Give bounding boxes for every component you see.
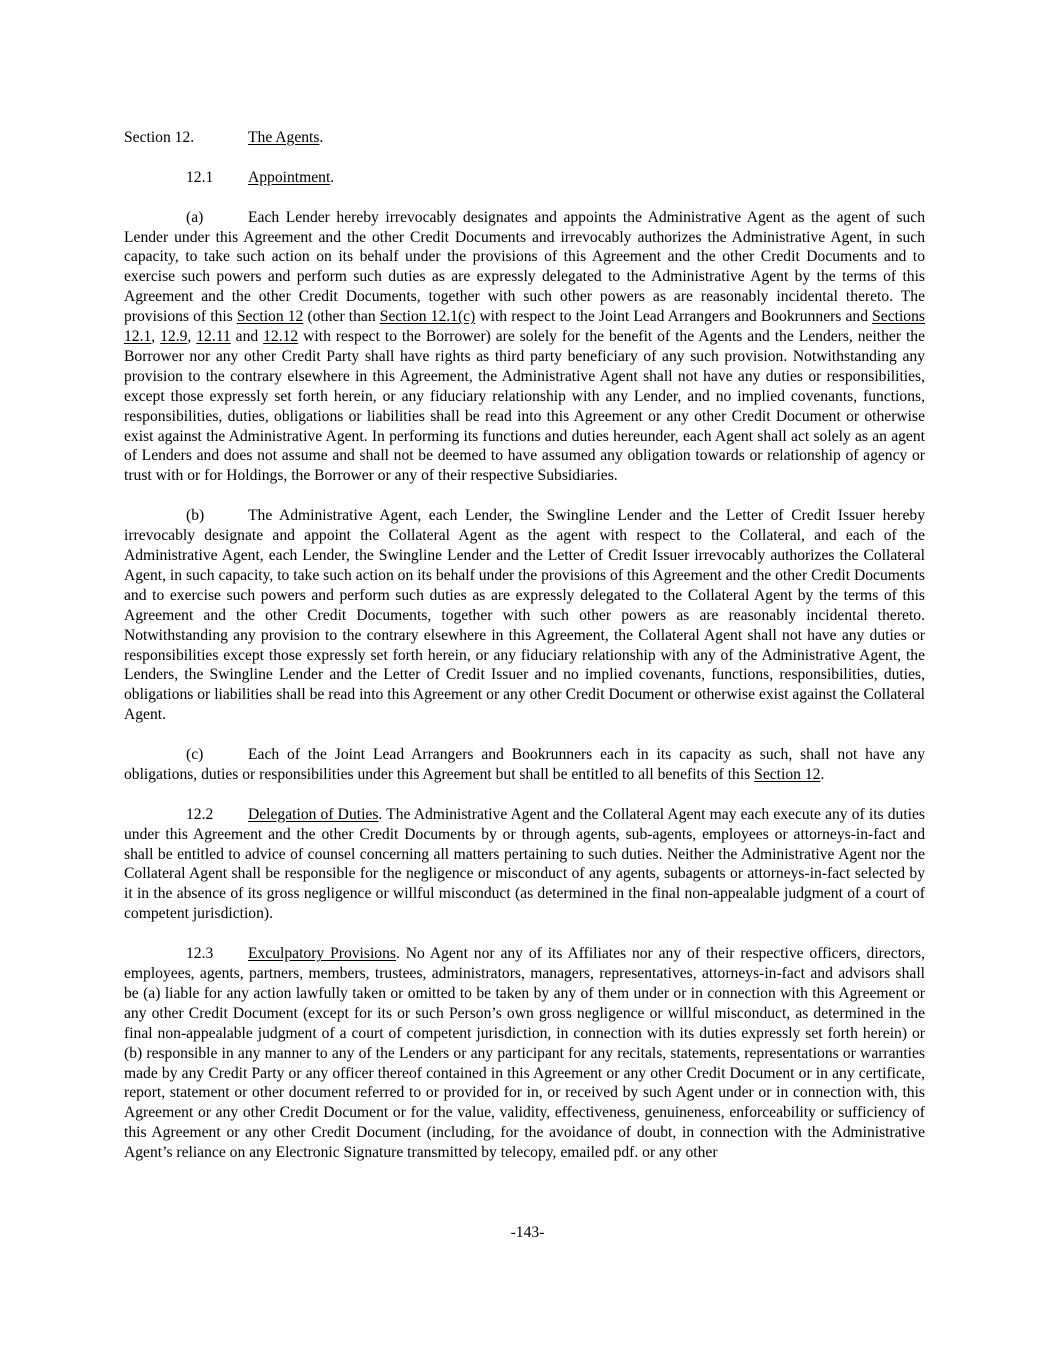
clause-label: (b) [186,507,205,525]
paragraph-12-1-a: (a) Each Lender hereby irrevocably designates and appoints the Administrative Agent as the agent of such Lender under this Agreement and the other Credit Documents and irrevocably authorizes the Administrative Agent, in such capacity, to take such action on its behalf under the provisions of this Agreement and the other Credit Documents and to exercise such powers and perform such duties as are expressly delegated to the Administrative Agent by the terms of this Agreement and the other Credit Documents, together with such other powers as are reasonably incidental thereto. The provisions of this Section 12 (other than Section 12.1(c) with respect to the Joint Lead Arrangers and Bookrunners and Sections 12.1, 12.9, 12.11 and 12.12 with respect to the Borrower) are solely for the benefit of the Agents and the Lenders, neither the Borrower nor any other Credit Party shall have rights as third party beneficiary of any such provision. Notwithstanding any provision to the contrary elsewhere in this Agreement, the Administrative Agent shall not have any duties or responsibilities, except those expressly set forth herein, or any fiduciary relationship with any Lender, and no implied covenants, functions, responsibilities, duties, obligations or liabilities shall be read into this Agreement or any other Credit Document or otherwise exist against the Administrative Agent. In performing its functions and duties hereunder, each Agent shall act solely as an agent of Lenders and does not assume and shall not be deemed to have assumed any obligation towards or relationship of agency or trust with or for Holdings, the Borrower or any of their respective Subsidiaries. [124,208,926,485]
subsection-title: Appointment [248,168,331,186]
cross-reference: Sections 12.1 [124,308,925,346]
subsection-title: Exculpatory Provisions [248,945,396,963]
subsection-number: 12.3 [186,945,214,963]
subsection-12-2: 12.2 Delegation of Duties. The Administrative Agent and the Collateral Agent may each execute any of its duties under this Agreement and the other Credit Documents by or through agents, sub-agents, employees or attorneys-in-fact and shall be entitled to advice of counsel concerning all matters pertaining to such duties. Neither the Administrative Agent nor the Collateral Agent shall be responsible for the negligence or misconduct of any agents, subagents or attorneys-in-fact selected by it in the absence of its gross negligence or willful misconduct (as determined in the final non-appealable judgment of a court of competent jurisdiction). [124,805,925,923]
cross-reference: Section 12 [754,765,821,783]
subsection-number: 12.1 [186,168,214,186]
clause-label: (c) [186,746,204,764]
clause-label: (a) [186,208,204,226]
subsection-number: 12.2 [186,805,214,823]
page-number: -143- [510,1224,545,1241]
paragraph-12-1-b: (b) The Administrative Agent, each Lender, the Swingline Lender and the Letter of Credit Issuer hereby irrevocably designate and appoint the Collateral Agent as the agent with respect to the Collateral, and each of the Administrative Agent, each Lender, the Swingline Lender and the Letter of Credit Issuer irrevocably authorizes the Collateral Agent, in such capacity, to take such action on its behalf under the provisions of this Agreement and the other Credit Documents and to exercise such powers and perform such duties as are expressly delegated to the Collateral Agent by the terms of this Agreement and the other Credit Documents, together with such other powers as are reasonably incidental thereto. Notwithstanding any provision to the contrary elsewhere in this Agreement, the Collateral Agent shall not have any duties or responsibilities except those expressly set forth herein, or any fiduciary relationship with any of the Administrative Agent, the Lenders, the Swingline Lender and the Letter of Credit Issuer and no implied covenants, functions, responsibilities, duties, obligations or liabilities shall be read into this Agreement or any other Credit Document or otherwise exist against the Collateral Agent. [124,507,925,724]
section-number: Section 12. [124,129,195,146]
subsection-title: Delegation of Duties [248,805,379,823]
cross-reference: 12.9 [160,328,188,346]
cross-reference: 12.12 [263,328,299,346]
subsection-12-3: 12.3 Exculpatory Provisions. No Agent nor any of its Affiliates nor any of their respective officers, directors, employees, agents, partners, members, trustees, administrators, managers, representatives, attorneys-in-fact and advisors shall be (a) liable for any action lawfully taken or omitted to be taken by any of them under or in connection with this Agreement or any other Credit Document (except for its or such Person’s own gross negligence or willful misconduct, as determined in the final non-appealable judgment of a court of competent jurisdiction, in connection with its duties expressly set forth herein) or (b) responsible in any manner to any of the Lenders or any participant for any recitals, statements, representations or warranties made by any Credit Party or any officer thereof contained in this Agreement or any other Credit Document or in any certificate, report, statement or other document referred to or provided for in, or received by such Agent under or in connection with, this Agreement or any other Credit Document or for the value, validity, effectiveness, genuineness, enforceability or sufficiency of this Agreement or any other Credit Document (including, for the avoidance of doubt, in connection with the Administrative Agent’s reliance on any Electronic Signature transmitted by telecopy, emailed pdf. or any other [124,945,925,1162]
cross-reference: Section 12 [236,308,304,326]
subsection-12-1-heading: 12.1 Appointment. [186,168,335,186]
cross-reference: Section 12.1(c) [379,308,476,326]
document-page [124,128,925,1163]
section-title: The Agents [248,129,320,146]
cross-reference: 12.11 [196,328,231,346]
paragraph-12-1-c: (c) Each of the Joint Lead Arrangers and Bookrunners each in its capacity as such, shall not have any obligations, duties or responsibilities under this Agreement but shall be entitled to all benefits of this Section 12. [124,746,925,783]
section-heading: Section 12. The Agents. [124,129,324,146]
